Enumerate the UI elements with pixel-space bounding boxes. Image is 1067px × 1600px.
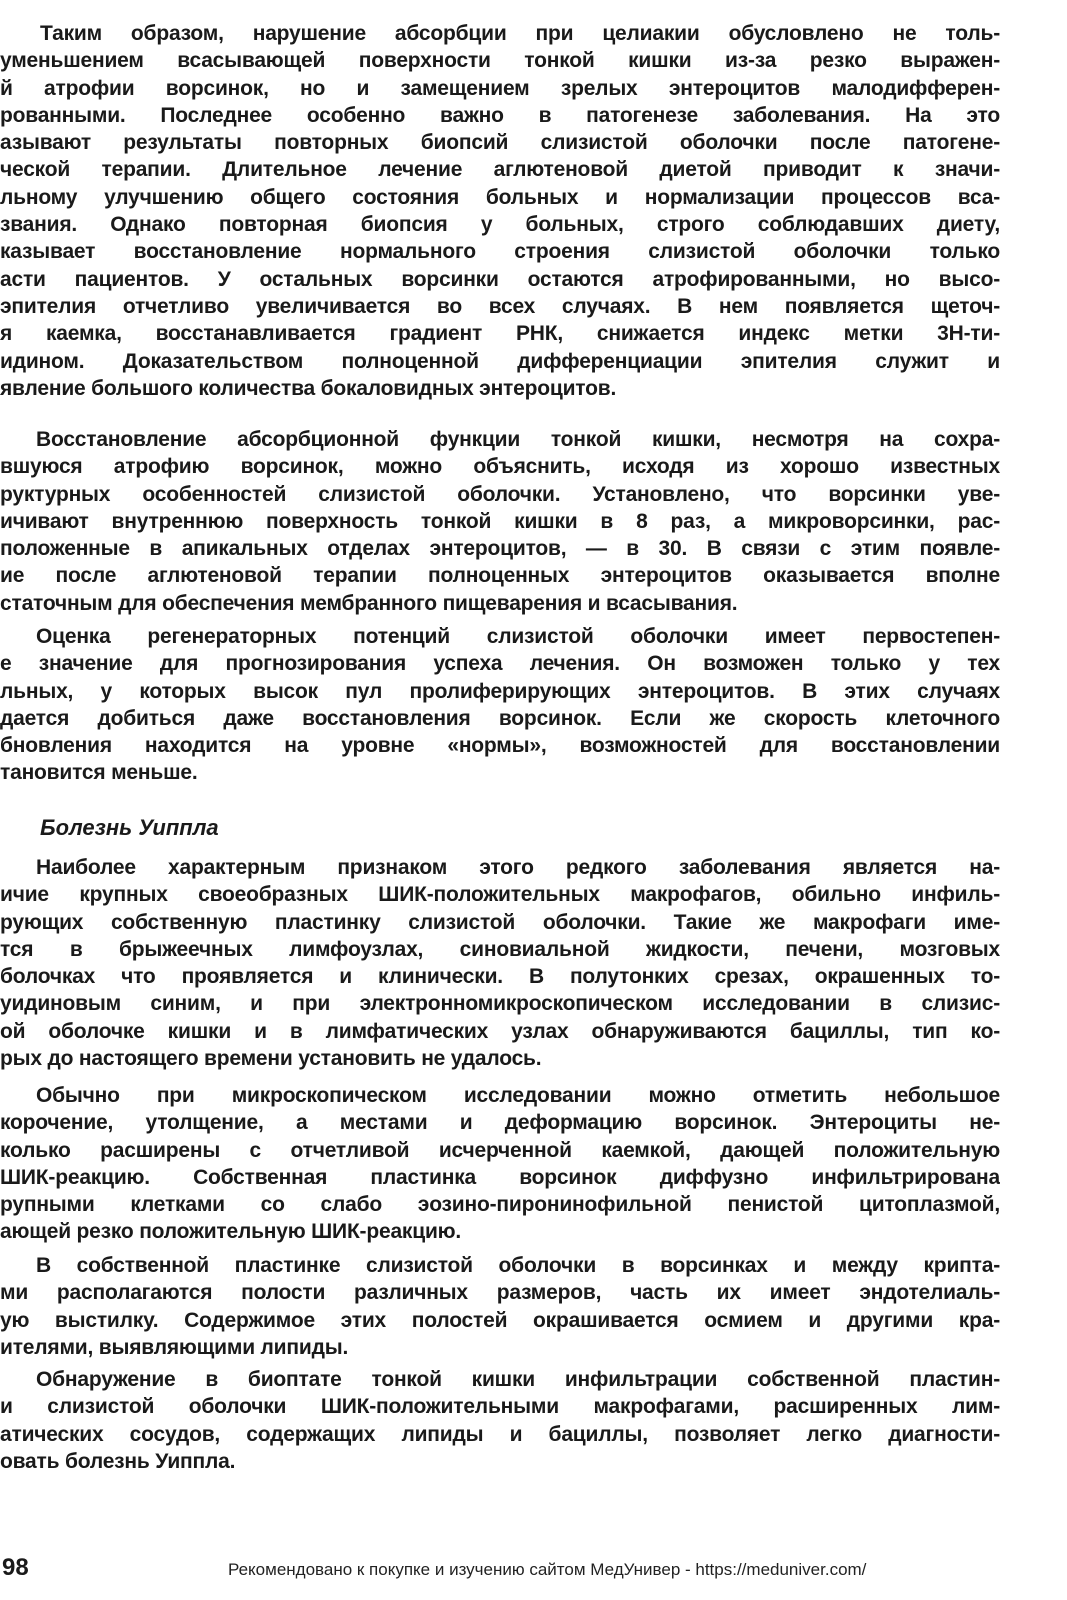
text-line: уидиновым синим, и при электронномикроскопическом исследовании в слизис- <box>0 992 1000 1016</box>
paragraph-3 <box>0 623 1000 787</box>
paragraph-6 <box>0 1252 1000 1361</box>
text-line: атических сосудов, содержащих липиды и бациллы, позволяет легко диагности- <box>0 1422 1000 1446</box>
text-line: асти пациентов. У остальных ворсинки остаются атрофированными, но высо- <box>0 267 1000 291</box>
text-line: руктурных особенностей слизистой оболочки. Установлено, что ворсинки уве- <box>0 482 1000 506</box>
paragraph-2 <box>0 426 1000 617</box>
text-line: идином. Доказательством полноценной дифференциации эпителия служит и <box>0 349 1000 373</box>
text-line: ичивают внутреннюю поверхность тонкой кишки в 8 раз, а микроворсинки, рас- <box>0 509 1000 533</box>
text-line: статочным для обеспечения мембранного пищеварения и всасывания. <box>0 591 738 615</box>
text-line: корочение, утолщение, а местами и деформацию ворсинок. Энтероциты не- <box>0 1111 1000 1135</box>
section-heading: Болезнь Уиппла <box>40 815 219 840</box>
text-line: рующих собственную пластинку слизистой оболочки. Такие же макрофаги име- <box>0 910 1000 934</box>
text-line: вшуюся атрофию ворсинок, можно объяснить, исходя из хорошо известных <box>0 455 1000 479</box>
footer-text: Рекомендовано к покупке и изучению сайтом МедУнивер - https://meduniver.com/ <box>228 1560 867 1579</box>
text-line: льных, у которых высок пул пролиферирующих энтероцитов. В этих случаях <box>0 679 1000 703</box>
text-line: тановится меньше. <box>0 761 198 785</box>
text-line: льному улучшению общего состояния больных и нормализации процессов вса- <box>0 185 1000 209</box>
text-line: ителями, выявляющими липиды. <box>0 1335 349 1359</box>
text-line: Наиболее характерным признаком этого редкого заболевания является на- <box>36 856 1000 879</box>
text-line: ой оболочке кишки и в лимфатических узлах обнаруживаются бациллы, тип ко- <box>0 1019 1000 1043</box>
text-line: звания. Однако повторная биопсия у больных, строго соблюдавших диету, <box>0 213 1000 237</box>
text-line: ческой терапии. Длительное лечение аглютеновой диетой приводит к значи- <box>0 158 1000 182</box>
text-line: рованными. Последнее особенно важно в патогенезе заболевания. На это <box>0 103 1000 127</box>
text-line: Таким образом, нарушение абсорбции при целиакии обусловлено не толь- <box>40 22 1000 45</box>
text-line: бновления находится на уровне «нормы», возможностей для восстановлении <box>0 734 1000 758</box>
text-line: Обнаружение в биоптате тонкой кишки инфильтрации собственной пластин- <box>36 1368 1000 1391</box>
text-line: азывают результаты повторных биопсий слизистой оболочки после патогене- <box>0 131 1000 155</box>
paragraph-1 <box>0 20 1000 402</box>
text-line: е значение для прогнозирования успеха лечения. Он возможен только у тех <box>0 652 1000 676</box>
text-line: рупными клетками со слабо эозино-пиронинофильной пенистой цитоплазмой, <box>0 1193 1000 1217</box>
text-line: эпителия отчетливо увеличивается во всех случаях. В нем появляется щеточ- <box>0 294 1000 318</box>
text-line: ми располагаются полости различных размеров, часть их имеет эндотелиаль- <box>0 1281 1000 1305</box>
text-line: уменьшением всасывающей поверхности тонкой кишки из-за резко выражен- <box>0 49 1000 73</box>
text-line: Обычно при микроскопическом исследовании можно отметить небольшое <box>36 1084 1000 1107</box>
text-line: дается добиться даже восстановления ворсинок. Если же скорость клеточного <box>0 706 1000 730</box>
text-line: ие после аглютеновой терапии полноценных энтероцитов оказывается вполне <box>0 564 1000 588</box>
paragraph-4 <box>0 854 1000 1072</box>
text-line: положенные в апикальных отделах энтероцитов, — в 30. В связи с этим появле- <box>0 537 1000 561</box>
text-line: ичие крупных своеобразных ШИК-положительных макрофагов, обильно инфиль- <box>0 883 1000 907</box>
paragraph-5 <box>0 1082 1000 1246</box>
text-line: колько расширены с отчетливой исчерченной каемкой, дающей положительную <box>0 1138 1000 1162</box>
text-line: Оценка регенераторных потенций слизистой оболочки имеет первостепен- <box>36 625 1000 648</box>
text-line: рых до настоящего времени установить не удалось. <box>0 1047 542 1071</box>
text-line: овать болезнь Уиппла. <box>0 1449 236 1473</box>
text-line: ШИК-реакцию. Собственная пластинка ворсинок диффузно инфильтрирована <box>0 1165 1000 1189</box>
text-line: й атрофии ворсинок, но и замещением зрелых энтероцитов малодифферен- <box>0 76 1000 100</box>
text-line: Восстановление абсорбционной функции тонкой кишки, несмотря на сохра- <box>36 428 1000 451</box>
text-line: казывает восстановление нормального строения слизистой оболочки только <box>0 240 1000 264</box>
text-line: ую выстилку. Содержимое этих полостей окрашивается осмием и другими кра- <box>0 1308 1000 1332</box>
text-line: болочках что проявляется и клинически. В полутонких срезах, окрашенных то- <box>0 965 1000 989</box>
paragraph-7 <box>0 1366 1000 1475</box>
text-line: явление большого количества бокаловидных энтероцитов. <box>0 376 617 400</box>
page-number: 98 <box>2 1554 29 1581</box>
text-line: и слизистой оболочки ШИК-положительными макрофагами, расширенных лим- <box>0 1395 1000 1419</box>
text-line: тся в брыжеечных лимфоузлах, синовиальной жидкости, печени, мозговых <box>0 937 1000 961</box>
text-line: я каемка, восстанавливается градиент РНК, снижается индекс метки 3Н-ти- <box>0 322 1000 346</box>
text-line: ающей резко положительную ШИК-реакцию. <box>0 1220 462 1244</box>
text-line: В собственной пластинке слизистой оболочки в ворсинках и между крипта- <box>36 1254 1000 1277</box>
